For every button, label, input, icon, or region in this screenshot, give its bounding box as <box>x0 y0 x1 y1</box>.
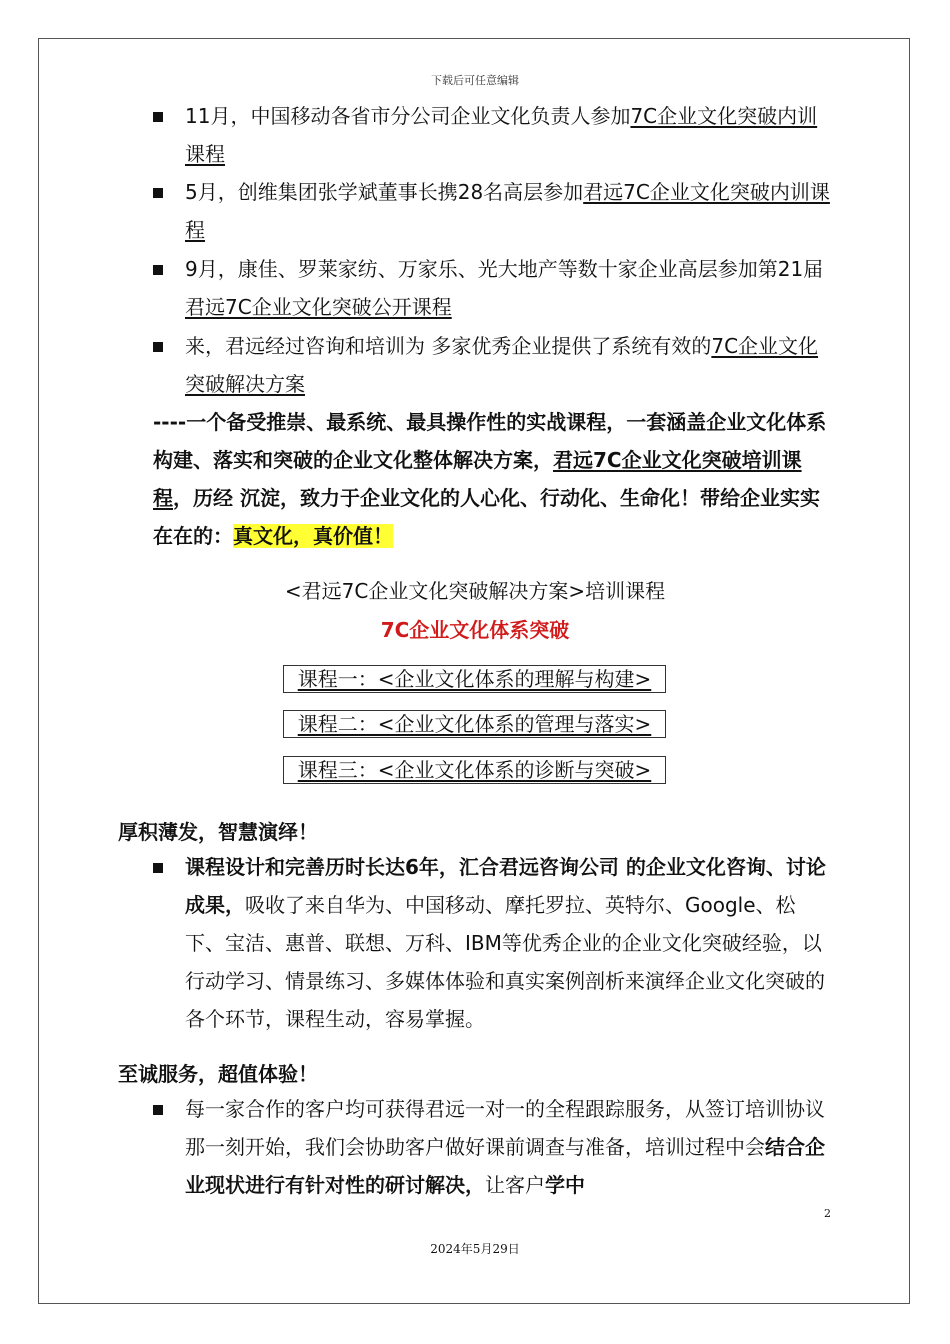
bullet-item: 5月，创维集团张学斌董事长携28名高层参加君远7C企业文化突破内训课程 <box>153 173 833 249</box>
bullet-item: 11月，中国移动各省市分公司企业文化负责人参加7C企业文化突破内训课程 <box>153 97 833 173</box>
course-link[interactable]: 君远7C企业文化突破培训课程 <box>153 448 802 510</box>
square-bullet-icon <box>153 1105 163 1115</box>
course-box-3[interactable]: 课程三：<企业文化体系的诊断与突破> <box>283 756 666 784</box>
footer-date: 2024年5月29日 <box>430 1242 520 1256</box>
intro-paragraph: ----一个备受推崇、最系统、最具操作性的实战课程，一套涵盖企业文化体系构建、落实和突破的企业文化整体解决方案，君远7C企业文化突破培训课程，历经 沉淀，致力于企业文化的人心化、行动化、生命化！带给企业实实在在的：真文化，真价值！ <box>153 410 827 548</box>
course-box-2[interactable]: 课程二：<企业文化体系的管理与落实> <box>283 710 666 738</box>
bullet-item: 9月，康佳、罗莱家纺、万家乐、光大地产等数十家企业高层参加第21届君远7C企业文化突破公开课程 <box>153 250 833 326</box>
square-bullet-icon <box>153 188 163 198</box>
course-box-1[interactable]: 课程一：<企业文化体系的理解与构建> <box>283 665 666 693</box>
section-heading: 至诚服务，超值体验！ <box>118 1062 318 1086</box>
course-link[interactable]: 君远7C企业文化突破公开课程 <box>185 295 452 319</box>
section-heading: 厚积薄发，智慧演绎！ <box>118 820 318 844</box>
course-title: <君远7C企业文化突破解决方案>培训课程 <box>284 579 666 603</box>
bullet-item: 每一家合作的客户均可获得君远一对一的全程跟踪服务，从签订培训协议那一刻开始，我们会协助客户做好课前调查与准备，培训过程中会结合企业现状进行有针对性的研讨解决，让客户学中 <box>153 1090 833 1204</box>
bullet-item: 来，君远经过咨询和培训为 多家优秀企业提供了系统有效的7C企业文化突破解决方案 <box>153 327 833 403</box>
bullet-item: 课程设计和完善历时长达6年，汇合君远咨询公司 的企业文化咨询、讨论成果，吸收了来自华为、中国移动、摩托罗拉、英特尔、Google、松下、宝洁、惠普、联想、万科、IBM等优秀企业的企业文化突破经验，以行动学习、情景练习、多媒体体验和真实案例剖析来演绎企业文化突破的各个环节，课程生动，容易掌握。 <box>153 848 833 1038</box>
page-number: 2 <box>824 1207 831 1220</box>
square-bullet-icon <box>153 863 163 873</box>
course-link[interactable]: 君远7C企业文化突破内训课程 <box>185 180 830 242</box>
course-link[interactable]: 7C企业文化突破解决方案 <box>185 334 819 396</box>
course-subtitle: 7C企业文化体系突破 <box>380 618 570 642</box>
course-link[interactable]: 7C企业文化突破内训课程 <box>185 104 818 166</box>
highlight-text: 真文化，真价值！ <box>233 524 393 548</box>
page-header: 下载后可任意编辑 <box>431 74 519 87</box>
square-bullet-icon <box>153 342 163 352</box>
square-bullet-icon <box>153 265 163 275</box>
square-bullet-icon <box>153 112 163 122</box>
